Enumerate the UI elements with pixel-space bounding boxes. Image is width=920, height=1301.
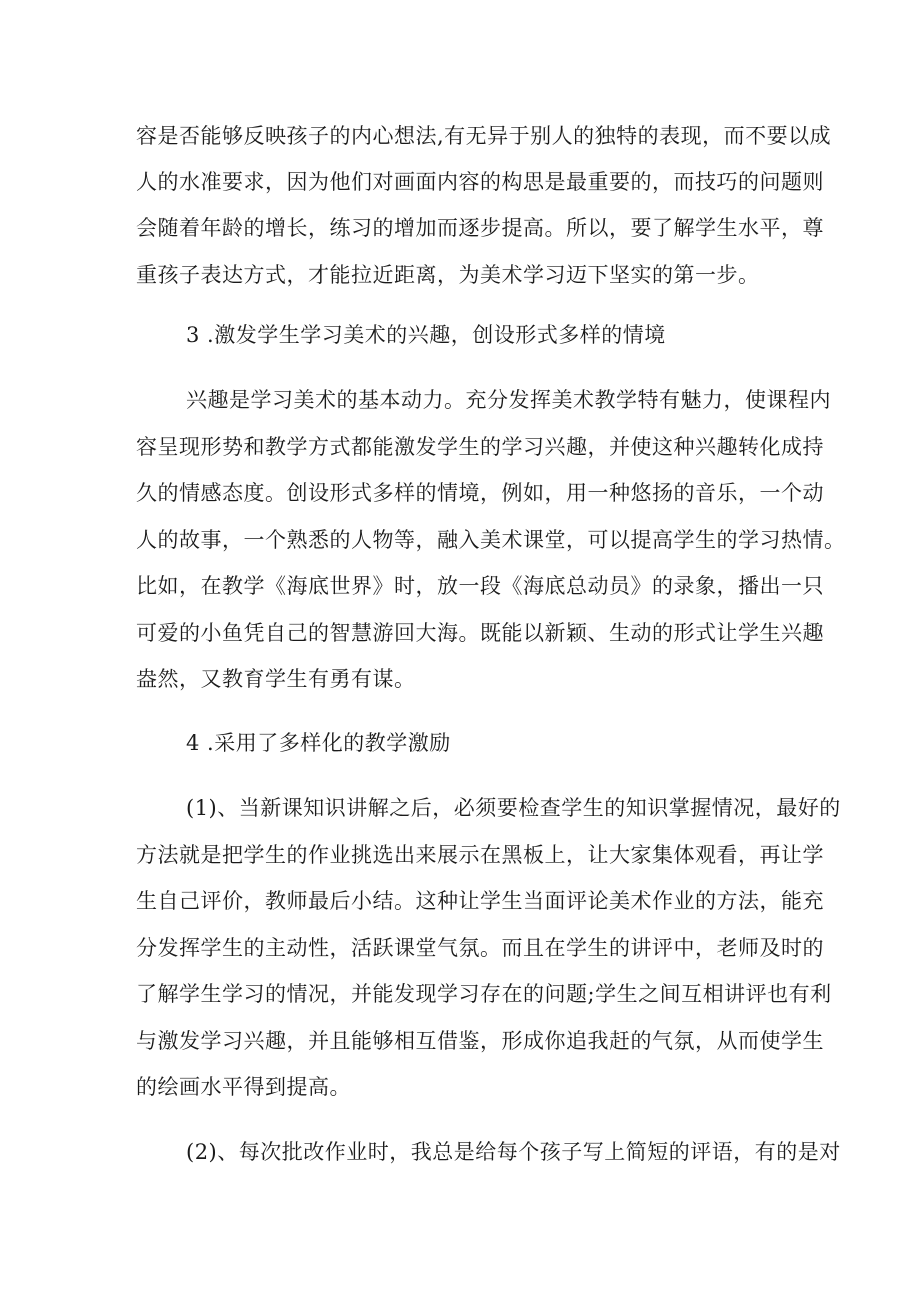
paragraph-line: 分发挥学生的主动性，活跃课堂气氛。而且在学生的讲评中，老师及时的: [136, 936, 824, 960]
paragraph-line: 了解学生学习的情况，并能发现学习存在的问题;学生之间互相讲评也有利: [136, 982, 832, 1006]
paragraph-line: 方法就是把学生的作业挑选出来展示在黑板上，让大家集体观看，再让学: [136, 843, 824, 867]
paragraph-line: 容呈现形势和教学方式都能激发学生的学习兴趣，并使这种兴趣转化成持: [136, 435, 824, 459]
paragraph-line: 可爱的小鱼凭自己的智慧游回大海。既能以新颖、生动的形式让学生兴趣: [136, 621, 824, 645]
paragraph-line: 人的水准要求，因为他们对画面内容的构思是最重要的，而技巧的问题则: [136, 170, 824, 194]
section-heading: 3 .激发学生学习美术的兴趣，创设形式多样的情境: [186, 323, 666, 347]
paragraph-line: 重孩子表达方式，才能拉近距离，为美术学习迈下坚实的第一步。: [136, 263, 760, 287]
paragraph-line: 会随着年龄的增长，练习的增加而逐步提高。所以，要了解学生水平，尊: [136, 216, 824, 240]
paragraph-line: 与激发学习兴趣，并且能够相互借鉴，形成你追我赶的气氛，从而使学生: [136, 1029, 824, 1053]
paragraph-line: 兴趣是学习美术的基本动力。充分发挥美术教学特有魅力，使课程内: [186, 388, 831, 412]
section-heading: 4 .采用了多样化的教学激励: [186, 731, 451, 755]
paragraph-line: 生自己评价，教师最后小结。这种让学生当面评论美术作业的方法，能充: [136, 889, 824, 913]
paragraph-line: (2)、每次批改作业时，我总是给每个孩子写上简短的评语，有的是对: [186, 1140, 841, 1164]
paragraph-line: (1)、当新课知识讲解之后，必须要检查学生的知识掌握情况，最好的: [186, 796, 841, 820]
paragraph-line: 的绘画水平得到提高。: [136, 1075, 351, 1099]
paragraph-line: 比如，在教学《海底世界》时，放一段《海底总动员》的录象，播出一只: [136, 574, 824, 598]
paragraph-line: 人的故事，一个熟悉的人物等，融入美术课堂，可以提高学生的学习热情。: [136, 528, 846, 552]
paragraph-line: 容是否能够反映孩子的内心想法,有无异于别人的独特的表现，而不要以成: [136, 124, 832, 148]
paragraph-line: 盎然，又教育学生有勇有谋。: [136, 667, 416, 691]
paragraph-line: 久的情感态度。创设形式多样的情境，例如，用一种悠扬的音乐，一个动: [136, 481, 824, 505]
